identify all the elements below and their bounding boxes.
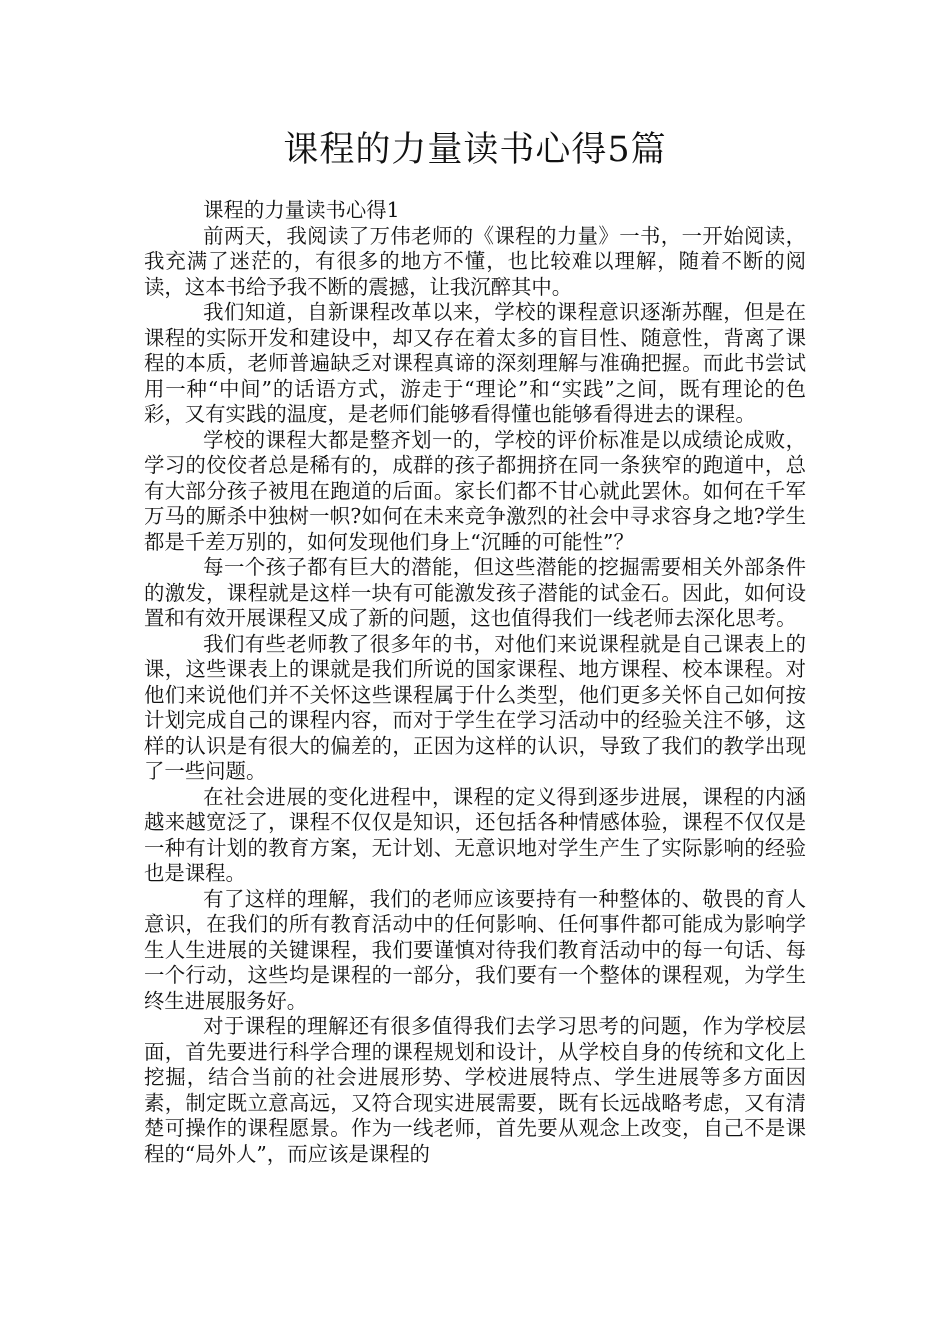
- paragraph: 对于课程的理解还有很多值得我们去学习思考的问题，作为学校层面，首先要进行科学合理的课程规划和设计，从学校自身的传统和文化上挖掘，结合当前的社会进展形势、学校进展特点、学生进展等多方面因素，制定既立意高远，又符合现实进展需要，既有长远战略考虑，又有清楚可操作的课程愿景。作为一线老师，首先要从观念上改变，自己不是课程的“局外人”，而应该是课程的: [144, 1014, 806, 1166]
- paragraph: 我们有些老师教了很多年的书，对他们来说课程就是自己课表上的课，这些课表上的课就是我们所说的国家课程、地方课程、校本课程。对他们来说他们并不关怀这些课程属于什么类型，他们更多关怀自己如何按计划完成自己的课程内容，而对于学生在学习活动中的经验关注不够，这样的认识是有很大的偏差的，正因为这样的认识，导致了我们的教学出现了一些问题。: [144, 631, 806, 783]
- paragraph: 学校的课程大都是整齐划一的，学校的评价标准是以成绩论成败，学习的佼佼者总是稀有的，成群的孩子都拥挤在同一条狭窄的跑道中，总有大部分孩子被甩在跑道的后面。家长们都不甘心就此罢休。如何在千军万马的厮杀中独树一帜?如何在未来竞争激烈的社会中寻求容身之地?学生都是千差万别的，如何发现他们身上“沉睡的可能性”？: [144, 427, 806, 554]
- paragraph: 前两天，我阅读了万伟老师的《课程的力量》一书，一开始阅读，我充满了迷茫的，有很多的地方不懂，也比较难以理解，随着不断的阅读，这本书给予我不断的震撼，让我沉醉其中。: [144, 223, 806, 299]
- paragraph: 在社会进展的变化进程中，课程的定义得到逐步进展，课程的内涵越来越宽泛了，课程不仅仅是知识，还包括各种情感体验，课程不仅仅是一种有计划的教育方案，无计划、无意识地对学生产生了实际影响的经验也是课程。: [144, 784, 806, 885]
- document-body: [144, 198, 806, 1167]
- document-title: 课程的力量读书心得5篇: [283, 130, 667, 170]
- paragraph: 有了这样的理解，我们的老师应该要持有一种整体的、敬畏的育人意识，在我们的所有教育活动中的任何影响、任何事件都可能成为影响学生人生进展的关键课程，我们要谨慎对待我们教育活动中的每一句话、每一个行动，这些均是课程的一部分，我们要有一个整体的课程观，为学生终生进展服务好。: [144, 886, 806, 1013]
- section-heading: 课程的力量读书心得1: [203, 198, 400, 222]
- paragraph: 每一个孩子都有巨大的潜能，但这些潜能的挖掘需要相关外部条件的激发，课程就是这样一块有可能激发孩子潜能的试金石。因此，如何设置和有效开展课程又成了新的问题，这也值得我们一线老师去深化思考。: [144, 555, 806, 630]
- paragraph: 我们知道，自新课程改革以来，学校的课程意识逐渐苏醒，但是在课程的实际开发和建设中，却又存在着太多的盲目性、随意性，背离了课程的本质，老师普遍缺乏对课程真谛的深刻理解与准确把握。而此书尝试用一种“中间”的话语方式，游走于“理论”和“实践”之间，既有理论的色彩，又有实践的温度，是老师们能够看得懂也能够看得进去的课程。: [144, 300, 806, 426]
